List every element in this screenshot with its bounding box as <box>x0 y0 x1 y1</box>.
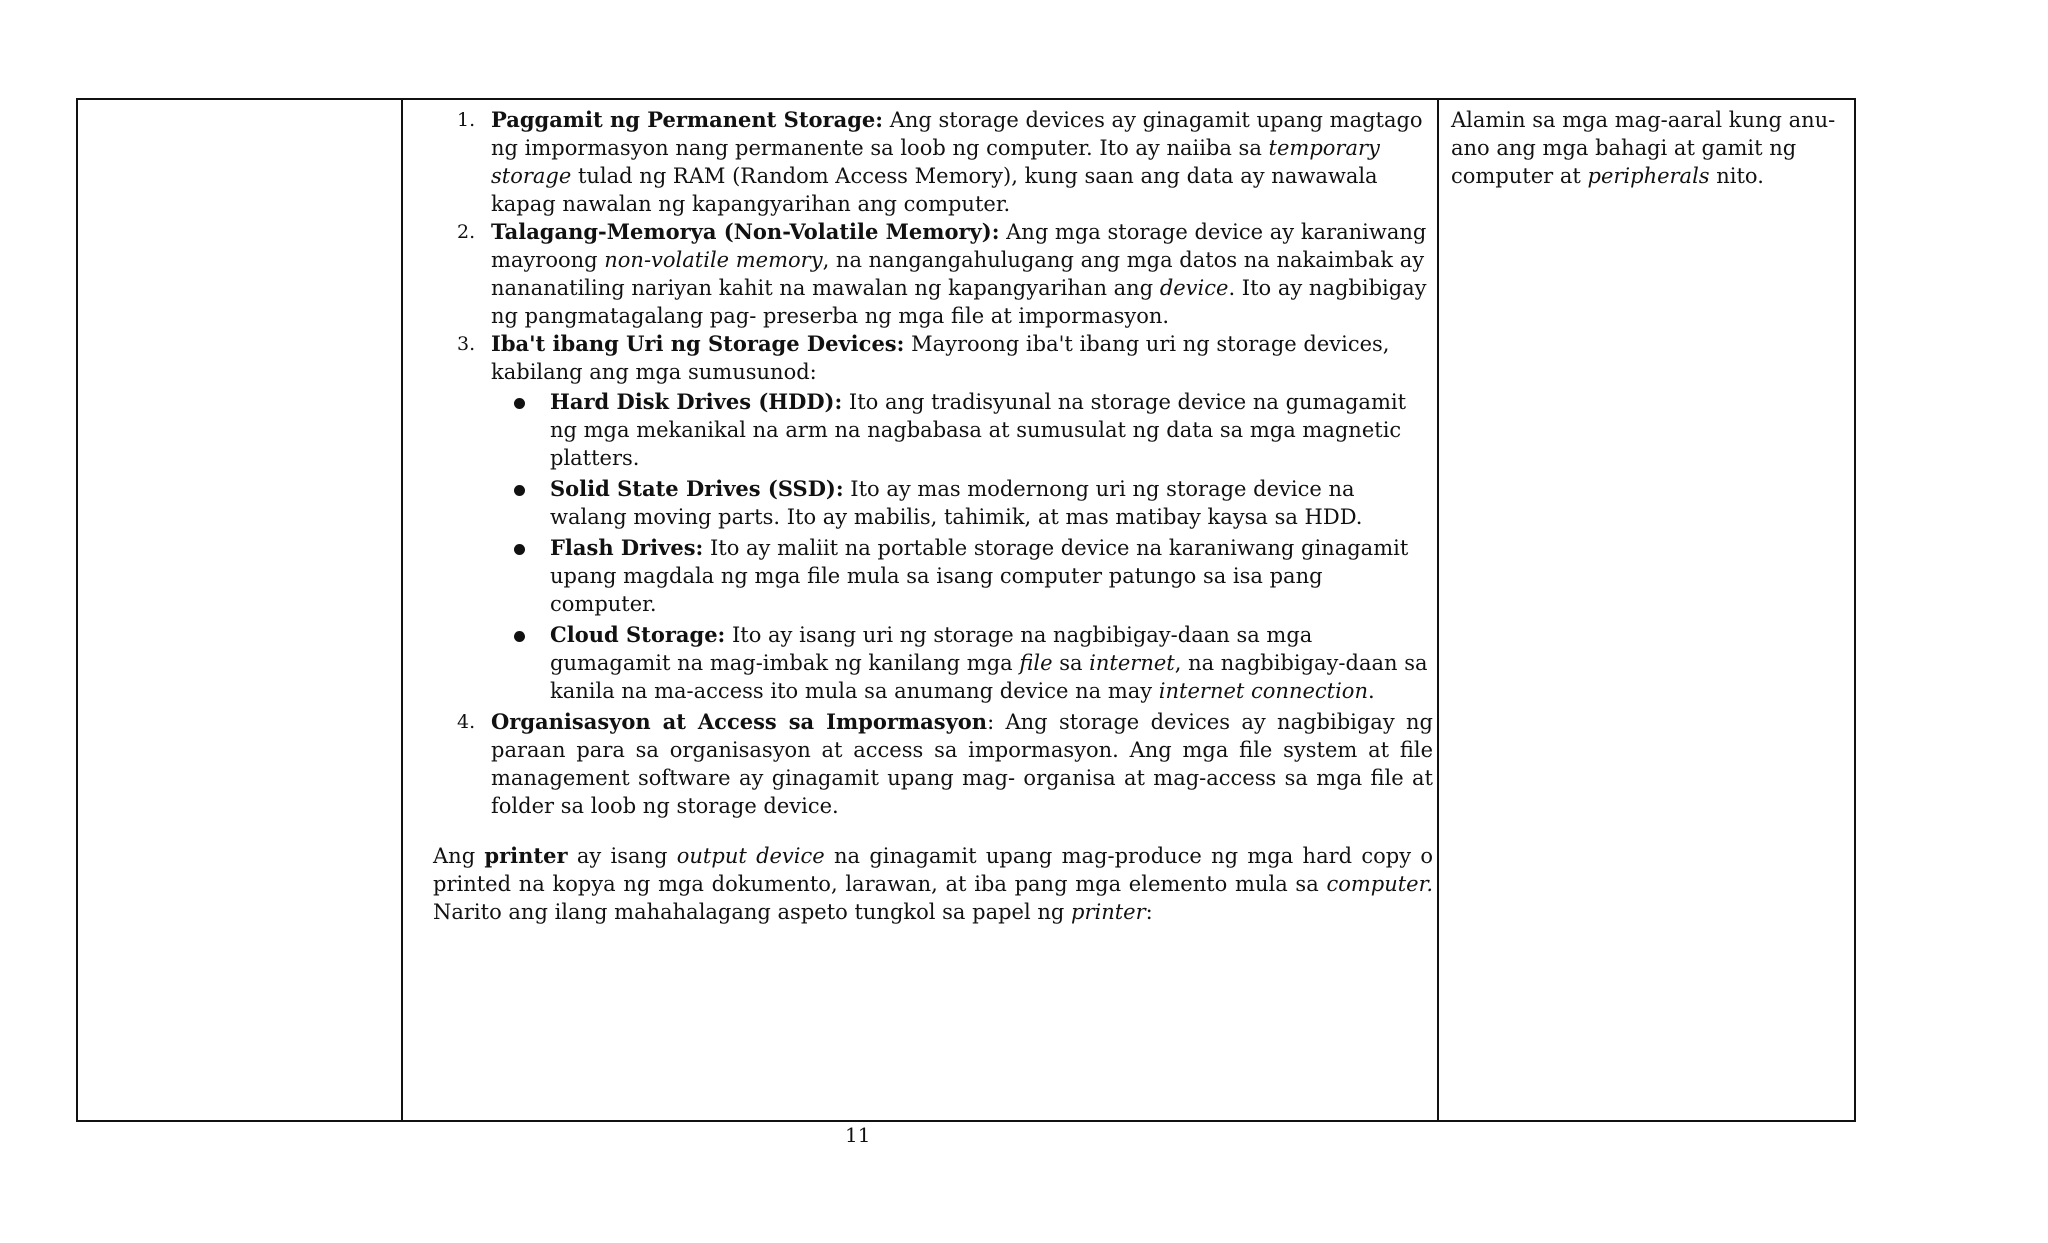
bullet-icon <box>514 398 525 409</box>
list-item-storage-types <box>457 330 1433 705</box>
notes-text: Alamin sa mga mag-aaral kung anu-ano ang mga bahagi at gamit ng computer at <box>1451 108 1836 188</box>
paragraph-text: : <box>1145 900 1153 924</box>
paragraph-text: Ang <box>433 844 485 868</box>
item-title: Paggamit ng Permanent Storage: <box>491 107 884 132</box>
content-cell <box>433 100 1433 1120</box>
item-emphasis: temporary storage <box>491 136 1380 188</box>
notes-emphasis: peripherals <box>1587 164 1710 188</box>
list-number: 2. <box>457 221 476 243</box>
paragraph-text: Narito ang ilang mahahalagang aspeto tungkol sa papel ng <box>433 900 1071 924</box>
bullet-title: Solid State Drives (SSD): <box>550 476 844 501</box>
item-emphasis: non-volatile memory <box>604 248 823 272</box>
list-item-permanent-storage <box>457 106 1433 218</box>
paragraph-emphasis: output device <box>676 844 825 868</box>
item-emphasis: device <box>1159 276 1229 300</box>
bullet-text: sa <box>1052 651 1090 675</box>
bullet-text: Ito ang tradisyunal na storage device na gumagamit ng mga mekanikal na arm na nagbabasa at sumusulat ng data sa mga magnetic platters. <box>550 390 1407 470</box>
item-text: Mayroong iba't ibang uri ng storage devices, kabilang ang mga sumusunod: <box>491 332 1390 384</box>
bullet-item-hdd <box>550 388 1433 472</box>
column-divider-right <box>1437 100 1439 1120</box>
bullet-item-flash-drives <box>550 534 1433 618</box>
lesson-table <box>76 98 1856 1122</box>
bullet-icon <box>514 631 525 642</box>
bullet-icon <box>514 485 525 496</box>
bullet-title: Flash Drives: <box>550 535 704 560</box>
item-text: Ang mga storage device ay karaniwang mayroong <box>491 220 1427 272</box>
storage-list <box>433 106 1433 820</box>
bullet-text: . <box>1367 679 1375 703</box>
bullet-text: Ito ay maliit na portable storage device na karaniwang ginagamit upang magdala ng mga file mula sa isang computer patungo sa isa pang computer. <box>550 536 1409 616</box>
paragraph-text: na ginagamit upang mag-produce ng mga hard copy o printed na kopya ng mga dokumento, larawan, at iba pang mga elemento mula sa <box>433 844 1433 896</box>
item-text: Ang storage devices ay ginagamit upang magtago ng impormasyon nang permanente sa loob ng computer. Ito ay naiiba sa <box>491 108 1423 160</box>
bullet-emphasis: internet <box>1089 651 1175 675</box>
list-number: 3. <box>457 333 476 355</box>
teacher-notes-cell <box>1451 106 1851 190</box>
list-number: 1. <box>457 109 476 131</box>
bullet-text: Ito ay isang uri ng storage na nagbibigay-daan sa mga gumagamit na mag-imbak ng kanilang mga <box>550 623 1313 675</box>
bullet-text: Ito ay mas modernong uri ng storage device na walang moving parts. Ito ay mabilis, tahimik, at mas matibay kaysa sa HDD. <box>550 477 1363 529</box>
content-text <box>433 106 1433 926</box>
paragraph-emphasis: computer. <box>1326 872 1433 896</box>
storage-types-bullets <box>491 388 1433 705</box>
paragraph-bold: printer <box>484 843 568 868</box>
list-number: 4. <box>457 711 476 733</box>
bullet-item-ssd <box>550 475 1433 531</box>
bullet-icon <box>514 544 525 555</box>
item-text: tulad ng RAM (Random Access Memory), kung saan ang data ay nawawala kapag nawalan ng kapangyarihan ang computer. <box>491 164 1378 216</box>
item-text: , na nangangahulugang ang mga datos na nakaimbak ay nananatiling nariyan kahit na mawalan ng kapangyarihan ang <box>491 248 1425 300</box>
item-text: . Ito ay nagbibigay ng pangmatagalang pag- preserba ng mga file at impormasyon. <box>491 276 1427 328</box>
item-text: : Ang storage devices ay nagbibigay ng paraan para sa organisasyon at access sa impormasyon. Ang mga file system at file management software ay ginagamit upang mag- organisa at mag-access sa mga file at folder sa loob ng storage device. <box>491 710 1433 818</box>
list-item-non-volatile-memory <box>457 218 1433 330</box>
item-title: Iba't ibang Uri ng Storage Devices: <box>491 331 905 356</box>
bullet-emphasis: file <box>1019 651 1053 675</box>
bullet-title: Hard Disk Drives (HDD): <box>550 389 843 414</box>
paragraph-text: ay isang <box>567 844 677 868</box>
page-number: 11 <box>845 1123 871 1147</box>
item-title: Talagang-Memorya (Non-Volatile Memory): <box>491 219 1000 244</box>
item-title: Organisasyon at Access sa Impormasyon <box>491 709 988 734</box>
column-divider-left <box>401 100 403 1120</box>
bullet-title: Cloud Storage: <box>550 622 726 647</box>
notes-text: nito. <box>1709 164 1764 188</box>
bullet-item-cloud-storage <box>550 621 1433 705</box>
bullet-emphasis: internet connection <box>1158 679 1368 703</box>
bullet-text: , na nagbibigay-daan sa kanila na ma-access ito mula sa anumang device na may <box>550 651 1428 703</box>
list-item-organization-access <box>457 708 1433 820</box>
printer-paragraph <box>433 842 1433 926</box>
paragraph-emphasis: printer <box>1071 900 1146 924</box>
